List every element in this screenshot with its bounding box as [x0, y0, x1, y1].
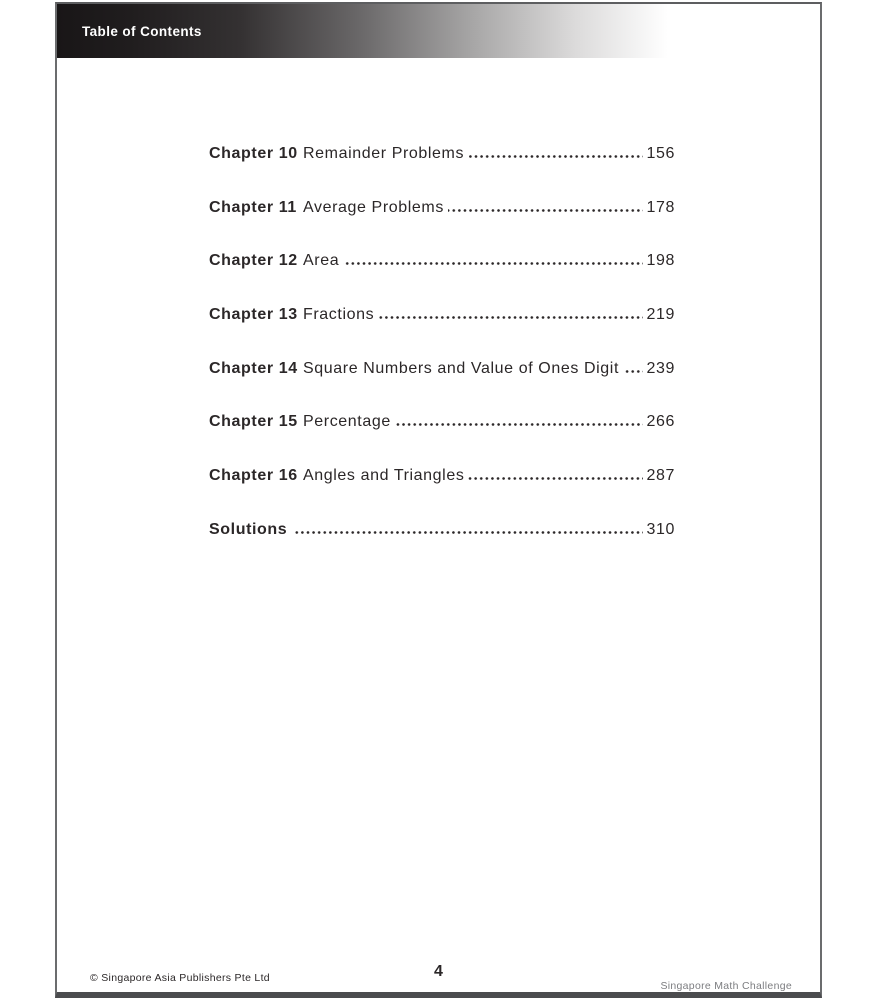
- chapter-label: Chapter 10: [209, 145, 298, 162]
- page-number: 310: [646, 520, 675, 538]
- chapter-label: Chapter 13: [209, 306, 298, 324]
- chapter-title: Fractions: [303, 306, 375, 324]
- dot-leader: [623, 370, 643, 373]
- footer-brand: Singapore Math Challenge: [660, 980, 792, 992]
- chapter-title: Remainder Problems: [303, 145, 465, 162]
- chapter-label: Chapter 16: [209, 467, 298, 485]
- footer-page-number: 4: [434, 963, 443, 980]
- page-number: 266: [646, 413, 675, 431]
- page-number: 178: [646, 198, 675, 216]
- page-number: 287: [646, 467, 675, 485]
- footer-copyright: © Singapore Asia Publishers Pte Ltd: [90, 972, 270, 984]
- toc-entry: [209, 359, 675, 379]
- toc-entry: [209, 144, 675, 164]
- dot-leader: [378, 316, 642, 319]
- toc-entry: [209, 466, 675, 486]
- page-number: 239: [646, 359, 675, 377]
- chapter-label: Chapter 12: [209, 252, 298, 270]
- header-banner: [57, 4, 668, 58]
- chapter-label: Chapter 14: [209, 359, 298, 377]
- dot-leader: [468, 155, 642, 158]
- dot-leader: [395, 423, 643, 426]
- toc-entry: [209, 305, 675, 325]
- chapter-label: Chapter 15: [209, 413, 298, 431]
- chapter-title: Percentage: [303, 413, 391, 431]
- dot-leader: [294, 531, 642, 534]
- page-number: 219: [646, 306, 675, 324]
- chapter-title: Square Numbers and Value of Ones Digit: [303, 359, 619, 377]
- solutions-label: Solutions: [209, 520, 288, 538]
- chapter-title: Area: [303, 252, 340, 270]
- page-number: 156: [646, 145, 675, 162]
- book-page: [55, 2, 822, 998]
- toc-entry: [209, 198, 675, 218]
- chapter-label: Chapter 11: [209, 198, 297, 216]
- dot-leader: [468, 477, 642, 480]
- table-of-contents: [57, 58, 820, 540]
- toc-entry-solutions: [209, 520, 675, 540]
- toc-entry: [209, 251, 675, 271]
- dot-leader: [343, 262, 642, 265]
- chapter-title: Angles and Triangles: [303, 467, 465, 485]
- chapter-title: Average Problems: [303, 198, 444, 216]
- page-title: Table of Contents: [82, 23, 202, 39]
- toc-entry: [209, 412, 675, 432]
- dot-leader: [448, 209, 643, 212]
- page-number: 198: [646, 252, 675, 270]
